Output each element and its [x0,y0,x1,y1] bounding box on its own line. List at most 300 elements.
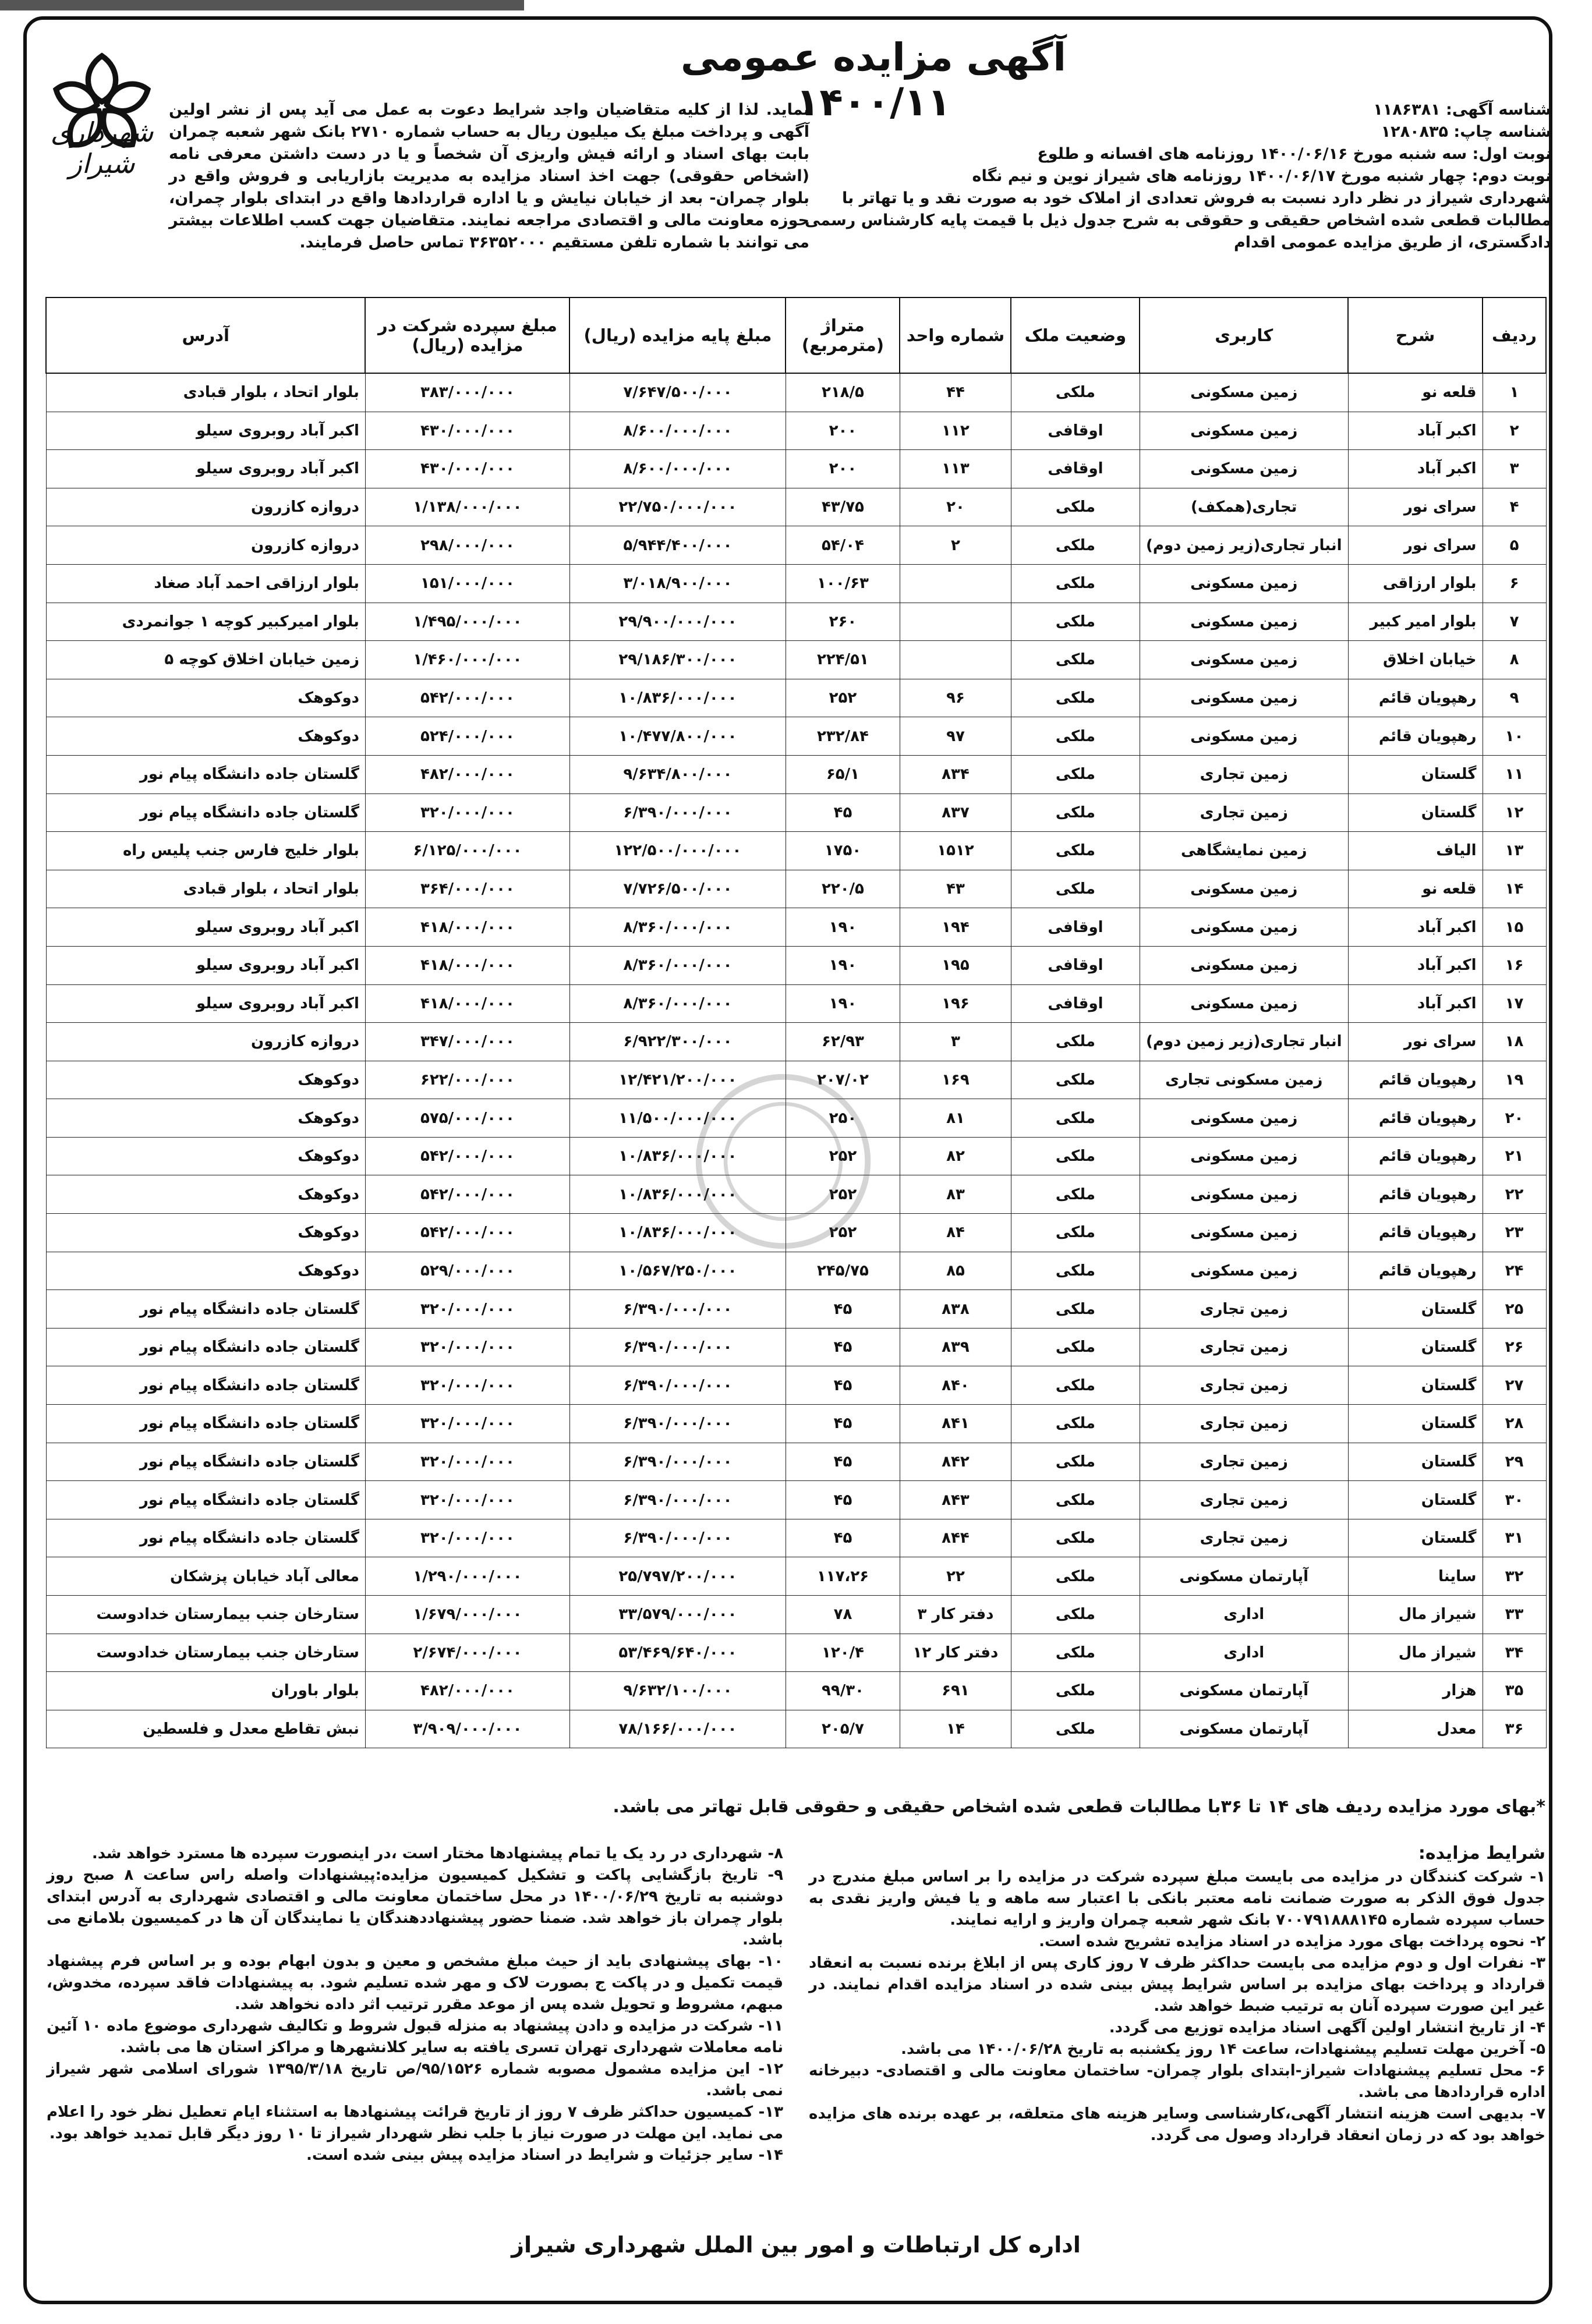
cell-base-price: ۸/۳۶۰/۰۰۰/۰۰۰ [569,908,786,947]
cell-area: ۴۵ [786,1328,900,1366]
cell-ownership: اوقافی [1011,946,1140,984]
intro-start: شهرداری شیراز در نظر دارد نسبت به فروش تعدادی از املاک خود به صورت نقد و یا تهاتر با مطالبات قطعی شده اشخاص حقیقی و حقوقی به شرح جدول ذیل با قیمت پایه کارشناس رسمی دادگستری، از طریق مزایده عمومی اقدام [804,189,1551,251]
cell-base-price: ۸/۳۶۰/۰۰۰/۰۰۰ [569,946,786,984]
cell-deposit: ۱/۴۶۰/۰۰۰/۰۰۰ [365,641,569,679]
cell-description: اکبر آباد [1348,908,1483,947]
cell-row-no: ۲ [1483,412,1546,450]
cell-description: شیراز مال [1348,1634,1483,1672]
cell-ownership: ملکی [1011,373,1140,412]
cell-base-price: ۳۳/۵۷۹/۰۰۰/۰۰۰ [569,1596,786,1634]
header-description: شرح [1348,297,1483,373]
cell-address: دوکوهک [46,679,365,717]
cell-area: ۴۳/۷۵ [786,488,900,526]
cell-description: شیراز مال [1348,1596,1483,1634]
header-row-no: ردیف [1483,297,1546,373]
cell-row-no: ۳۰ [1483,1481,1546,1519]
cell-row-no: ۱۹ [1483,1061,1546,1099]
header-base-price: مبلغ پایه مزایده (ریال) [569,297,786,373]
cell-base-price: ۶/۳۹۰/۰۰۰/۰۰۰ [569,1290,786,1328]
cell-deposit: ۵۴۲/۰۰۰/۰۰۰ [365,679,569,717]
cell-area: ۲۵۲ [786,679,900,717]
cell-area: ۱۹۰ [786,984,900,1023]
ad-meta [794,99,1551,254]
cell-usage: زمین تجاری [1140,755,1348,793]
condition-item: ۹- تاریخ بازگشایی پاکت و تشکیل کمیسیون مزایده:پیشنهادات واصله راس ساعت ۸ صبح روز دوشنبه به تاریخ ۱۴۰۰/۰۶/۲۹ در محل ساختمان معاونت مالی و اقتصادی شهرداری به آدرس ابتدای بلوار چمران باز خواهد شد. ضمنا حضور پیشنهاددهندگان یا نمایندگان آن ها در کمیسیون بلامانع می باشد. [47,1866,783,1949]
cell-usage: زمین مسکونی [1140,412,1348,450]
condition-item: ۱۳- کمیسیون حداکثر ظرف ۷ روز از تاریخ قرائت پیشنهادها به استثناء ایام تعطیل نظر خود را اعلام می نماید. این مهلت در صورت نیاز با جلب نظر شهردار شیراز تا ۱۰ روز دیگر قابل تمدید خواهد بود. [47,2103,784,2142]
cell-description: رهپویان قائم [1348,679,1483,717]
cell-description: رهپویان قائم [1348,1061,1483,1099]
cell-deposit: ۴۳۰/۰۰۰/۰۰۰ [365,412,569,450]
condition-item: ۴- از تاریخ انتشار اولین آگهی اسناد مزایده توزیع می گردد. [1109,2019,1545,2036]
cell-deposit: ۱/۱۳۸/۰۰۰/۰۰۰ [365,488,569,526]
cell-area: ۴۵ [786,793,900,832]
cell-unit-no: ۲۰ [900,488,1011,526]
cell-address: دوکوهک [46,1175,365,1214]
cell-ownership: ملکی [1011,1672,1140,1710]
table-row [46,526,1546,565]
cell-usage: زمین مسکونی [1140,946,1348,984]
cell-unit-no: ۸۴۴ [900,1519,1011,1557]
cell-deposit: ۳۸۳/۰۰۰/۰۰۰ [365,373,569,412]
cell-address: اکبر آباد روبروی سیلو [46,946,365,984]
cell-deposit: ۳۲۰/۰۰۰/۰۰۰ [365,1443,569,1481]
cell-base-price: ۱۰/۸۳۶/۰۰۰/۰۰۰ [569,1137,786,1175]
cell-area: ۱۰۰/۶۳ [786,564,900,603]
cell-usage: اداری [1140,1634,1348,1672]
cell-description: گلستان [1348,755,1483,793]
header-deposit: مبلغ سپرده شرکت در مزایده (ریال) [365,297,569,373]
cell-usage: زمین مسکونی [1140,1099,1348,1138]
cell-address: زمین خیابان اخلاق کوچه ۵ [46,641,365,679]
cell-ownership: ملکی [1011,1405,1140,1443]
cell-unit-no: ۱۹۵ [900,946,1011,984]
cell-unit-no: ۱۴ [900,1710,1011,1748]
cell-deposit: ۴۸۲/۰۰۰/۰۰۰ [365,1672,569,1710]
cell-area: ۲۰۵/۷ [786,1710,900,1748]
cell-unit-no: ۸۵ [900,1252,1011,1290]
cell-area: ۲۵۰ [786,1099,900,1138]
cell-ownership: ملکی [1011,603,1140,641]
cell-area: ۲۰۰ [786,450,900,488]
page-title: آگهی مزایده عمومی ۱۴۰۰/۱۱ [680,35,1067,125]
cell-base-price: ۲۹/۱۸۶/۳۰۰/۰۰۰ [569,641,786,679]
cell-unit-no: ۱۹۴ [900,908,1011,947]
cell-ownership: اوقافی [1011,908,1140,947]
cell-description: گلستان [1348,1328,1483,1366]
condition-item: ۸- شهرداری در رد یک یا تمام پیشنهادها مختار است ،در اینصورت سپرده ها مسترد خواهد شد. [91,1845,783,1862]
cell-ownership: ملکی [1011,679,1140,717]
ad-id: شناسه آگهی: ۱۱۸۶۳۸۱ [1373,101,1551,119]
table-row [46,793,1546,832]
cell-unit-no: ۱۱۲ [900,412,1011,450]
conditions-right-column [809,1866,1545,2146]
cell-usage: زمین تجاری [1140,1366,1348,1405]
cell-base-price: ۷۸/۱۶۶/۰۰۰/۰۰۰ [569,1710,786,1748]
table-row [46,1557,1546,1596]
cell-base-price: ۶/۳۹۰/۰۰۰/۰۰۰ [569,1405,786,1443]
table-row [46,450,1546,488]
cell-base-price: ۶/۳۹۰/۰۰۰/۰۰۰ [569,793,786,832]
cell-description: گلستان [1348,793,1483,832]
table-row [46,984,1546,1023]
cell-row-no: ۱۳ [1483,832,1546,870]
cell-row-no: ۱۰ [1483,717,1546,756]
cell-area: ۴۵ [786,1481,900,1519]
cell-description: رهپویان قائم [1348,1175,1483,1214]
cell-address: دوکوهک [46,717,365,756]
header-address: آدرس [46,297,365,373]
cell-usage: زمین تجاری [1140,1328,1348,1366]
cell-base-price: ۱۰/۴۷۷/۸۰۰/۰۰۰ [569,717,786,756]
cell-address: دوکوهک [46,1137,365,1175]
cell-deposit: ۵۷۵/۰۰۰/۰۰۰ [365,1099,569,1138]
cell-unit-no: ۹۶ [900,679,1011,717]
cell-usage: انبار تجاری(زیر زمین دوم) [1140,1023,1348,1061]
cell-usage: زمین مسکونی [1140,1175,1348,1214]
cell-usage: زمین مسکونی [1140,717,1348,756]
cell-deposit: ۵۲۴/۰۰۰/۰۰۰ [365,717,569,756]
cell-base-price: ۶/۹۲۲/۳۰۰/۰۰۰ [569,1023,786,1061]
cell-description: ساینا [1348,1557,1483,1596]
cell-address: گلستان جاده دانشگاه پیام نور [46,1481,365,1519]
cell-deposit: ۵۴۲/۰۰۰/۰۰۰ [365,1137,569,1175]
cell-base-price: ۵/۹۴۴/۴۰۰/۰۰۰ [569,526,786,565]
cell-base-price: ۶/۳۹۰/۰۰۰/۰۰۰ [569,1366,786,1405]
cell-area: ۱۲۰/۴ [786,1634,900,1672]
cell-area: ۴۵ [786,1405,900,1443]
cell-address: ستارخان جنب بیمارستان خدادوست [46,1634,365,1672]
cell-usage: زمین مسکونی [1140,870,1348,908]
cell-area: ۹۹/۳۰ [786,1672,900,1710]
cell-ownership: ملکی [1011,1366,1140,1405]
cell-row-no: ۷ [1483,603,1546,641]
cell-ownership: ملکی [1011,1252,1140,1290]
cell-description: اکبر آباد [1348,412,1483,450]
cell-area: ۴۵ [786,1519,900,1557]
cell-deposit: ۳/۹۰۹/۰۰۰/۰۰۰ [365,1710,569,1748]
table-row [46,1328,1546,1366]
cell-ownership: اوقافی [1011,984,1140,1023]
cell-ownership: ملکی [1011,1328,1140,1366]
cell-row-no: ۲۱ [1483,1137,1546,1175]
cell-usage: زمین مسکونی [1140,564,1348,603]
cell-usage: انبار تجاری(زیر زمین دوم) [1140,526,1348,565]
cell-deposit: ۶۲۲/۰۰۰/۰۰۰ [365,1061,569,1099]
conditions-left-column [47,1843,783,2166]
cell-row-no: ۲۴ [1483,1252,1546,1290]
cell-deposit: ۳۴۷/۰۰۰/۰۰۰ [365,1023,569,1061]
cell-ownership: ملکی [1011,1519,1140,1557]
cell-ownership: ملکی [1011,1557,1140,1596]
cell-area: ۲۱۸/۵ [786,373,900,412]
cell-row-no: ۲۹ [1483,1443,1546,1481]
cell-address: نبش تقاطع معدل و فلسطین [46,1710,365,1748]
cell-row-no: ۲۷ [1483,1366,1546,1405]
cell-address: گلستان جاده دانشگاه پیام نور [46,1405,365,1443]
cell-address: گلستان جاده دانشگاه پیام نور [46,1366,365,1405]
cell-row-no: ۳۲ [1483,1557,1546,1596]
cell-description: الیاف [1348,832,1483,870]
cell-address: دوکوهک [46,1252,365,1290]
condition-item: ۱۱- شرکت در مزایده و دادن پیشنهاد به منزله قبول شروط و تکالیف شهرداری موضوع ماده ۱۰ آئین نامه معاملات شهرداری تهران تسری یافته به سایر کلانشهرها و مراکز استان ها می باشد. [47,2017,783,2056]
cell-deposit: ۱/۲۹۰/۰۰۰/۰۰۰ [365,1557,569,1596]
cell-deposit: ۵۲۹/۰۰۰/۰۰۰ [365,1252,569,1290]
cell-usage: تجاری(همکف) [1140,488,1348,526]
cell-deposit: ۴۱۸/۰۰۰/۰۰۰ [365,984,569,1023]
cell-row-no: ۶ [1483,564,1546,603]
cell-usage: اداری [1140,1596,1348,1634]
conditions-title: شرایط مزایده: [1418,1843,1545,1864]
cell-address: بلوار خلیج فارس جنب پلیس راه [46,832,365,870]
cell-row-no: ۵ [1483,526,1546,565]
cell-deposit: ۳۲۰/۰۰۰/۰۰۰ [365,1366,569,1405]
cell-ownership: ملکی [1011,832,1140,870]
cell-unit-no: ۲ [900,526,1011,565]
cell-deposit: ۳۲۰/۰۰۰/۰۰۰ [365,1405,569,1443]
cell-deposit: ۱/۴۹۵/۰۰۰/۰۰۰ [365,603,569,641]
table-row [46,564,1546,603]
cell-deposit: ۳۲۰/۰۰۰/۰۰۰ [365,793,569,832]
table-row [46,412,1546,450]
table-row [46,755,1546,793]
cell-area: ۱۹۰ [786,946,900,984]
cell-base-price: ۸/۳۶۰/۰۰۰/۰۰۰ [569,984,786,1023]
cell-deposit: ۳۲۰/۰۰۰/۰۰۰ [365,1290,569,1328]
cell-ownership: ملکی [1011,1634,1140,1672]
cell-ownership: ملکی [1011,1214,1140,1252]
table-row [46,717,1546,756]
cell-unit-no: ۸۴۲ [900,1443,1011,1481]
cell-description: رهپویان قائم [1348,1214,1483,1252]
cell-deposit: ۱/۶۷۹/۰۰۰/۰۰۰ [365,1596,569,1634]
cell-area: ۲۴۵/۷۵ [786,1252,900,1290]
table-row [46,1290,1546,1328]
cell-ownership: ملکی [1011,1061,1140,1099]
cell-base-price: ۱۰/۸۳۶/۰۰۰/۰۰۰ [569,1214,786,1252]
cell-row-no: ۳۱ [1483,1519,1546,1557]
cell-unit-no: ۶۹۱ [900,1672,1011,1710]
cell-area: ۲۰۷/۰۲ [786,1061,900,1099]
cell-ownership: ملکی [1011,1290,1140,1328]
cell-base-price: ۹/۶۳۲/۱۰۰/۰۰۰ [569,1672,786,1710]
cell-usage: زمین مسکونی [1140,1214,1348,1252]
cell-ownership: ملکی [1011,564,1140,603]
cell-ownership: ملکی [1011,793,1140,832]
second-publish: نوبت دوم: چهار شنبه مورخ ۱۴۰۰/۰۶/۱۷ روزنامه های شیراز نوین و نیم نگاه [972,167,1551,185]
cell-usage: زمین مسکونی [1140,373,1348,412]
cell-base-price: ۱۰/۸۳۶/۰۰۰/۰۰۰ [569,1175,786,1214]
cell-row-no: ۳ [1483,450,1546,488]
cell-base-price: ۶/۳۹۰/۰۰۰/۰۰۰ [569,1519,786,1557]
cell-address: اکبر آباد روبروی سیلو [46,412,365,450]
cell-description: رهپویان قائم [1348,1099,1483,1138]
cell-base-price: ۳/۰۱۸/۹۰۰/۰۰۰ [569,564,786,603]
cell-description: گلستان [1348,1481,1483,1519]
cell-usage: زمین تجاری [1140,1519,1348,1557]
table-row [46,603,1546,641]
cell-description: قلعه نو [1348,870,1483,908]
cell-usage: زمین مسکونی [1140,603,1348,641]
cell-unit-no: ۸۴۱ [900,1405,1011,1443]
cell-usage: آپارتمان مسکونی [1140,1557,1348,1596]
cell-address: بلوار اتحاد ، بلوار قبادی [46,373,365,412]
cell-description: اکبر آباد [1348,450,1483,488]
cell-ownership: ملکی [1011,488,1140,526]
cell-usage: آپارتمان مسکونی [1140,1672,1348,1710]
cell-ownership: ملکی [1011,717,1140,756]
cell-usage: زمین نمایشگاهی [1140,832,1348,870]
cell-address: دروازه کازرون [46,488,365,526]
cell-unit-no: ۱۶۹ [900,1061,1011,1099]
cell-area: ۱۹۰ [786,908,900,947]
cell-address: دوکوهک [46,1099,365,1138]
header-usage: کاربری [1140,297,1348,373]
cell-unit-no: ۱۹۶ [900,984,1011,1023]
cell-ownership: ملکی [1011,1443,1140,1481]
cell-area: ۲۰۰ [786,412,900,450]
table-row [46,1519,1546,1557]
cell-description: اکبر آباد [1348,946,1483,984]
cell-description: سرای نور [1348,526,1483,565]
cell-ownership: ملکی [1011,1023,1140,1061]
cell-area: ۱۱۷،۲۶ [786,1557,900,1596]
cell-description: بلوار ارزاقی [1348,564,1483,603]
cell-row-no: ۱۴ [1483,870,1546,908]
cell-address: معالی آباد خیابان پزشکان [46,1557,365,1596]
cell-ownership: اوقافی [1011,450,1140,488]
cell-deposit: ۱۵۱/۰۰۰/۰۰۰ [365,564,569,603]
cell-area: ۶۲/۹۳ [786,1023,900,1061]
cell-row-no: ۳۵ [1483,1672,1546,1710]
table-row [46,1672,1546,1710]
cell-base-price: ۶/۳۹۰/۰۰۰/۰۰۰ [569,1328,786,1366]
cell-ownership: ملکی [1011,1481,1140,1519]
cell-base-price: ۱۱/۵۰۰/۰۰۰/۰۰۰ [569,1099,786,1138]
cell-row-no: ۲۸ [1483,1405,1546,1443]
cell-usage: زمین مسکونی [1140,679,1348,717]
cell-unit-no: ۹۷ [900,717,1011,756]
condition-item: ۱۰- بهای پیشنهادی باید از حیث مبلغ مشخص و معین و بدون ابهام بوده و بر اساس فرم پیشنهاد قیمت تکمیل و در پاکت ج بصورت لاک و مهر شده تسلیم شود. به پیشنهادات فاقد سپرده، مخدوش، مبهم، مشروط و تحویل شده پس از موعد مقرر ترتیب اثر داده نخواهد شد. [47,1953,783,2013]
table-row [46,1366,1546,1405]
cell-address: گلستان جاده دانشگاه پیام نور [46,1519,365,1557]
header-ownership: وضعیت ملک [1011,297,1140,373]
cell-deposit: ۳۲۰/۰۰۰/۰۰۰ [365,1328,569,1366]
cell-ownership: ملکی [1011,1137,1140,1175]
cell-unit-no: ۱۱۳ [900,450,1011,488]
table-row [46,946,1546,984]
table-row [46,1405,1546,1443]
cell-row-no: ۸ [1483,641,1546,679]
intro-text: نماید. لذا از کلیه متقاضیان واجد شرایط دعوت به عمل می آید پس از نشر اولین آگهی و پرداخت مبلغ یک میلیون ریال به حساب شماره ۲۷۱۰ بانک شهر شعبه چمران بابت بهای اسناد و ارائه فیش واریزی آن شخصاً و یا در دست داشتن معرفی نامه (اشخاص حقوقی) جهت اخذ اسناد مزایده به مدیریت بازاریابی و فروش واقع در بلوار چمران- بعد از خیابان نیایش و یا اداره قراردادها واقع در ابتدای بلوار چمران، حوزه معاونت مالی و اقتصادی مراجعه نمایند. متقاضیان جهت کسب اطلاعات بیشتر می توانند با شماره تلفن مستقیم ۳۶۳۵۲۰۰۰ تماس حاصل فرمایند. [169,101,809,251]
cell-description: گلستان [1348,1366,1483,1405]
cell-base-price: ۲۲/۷۵۰/۰۰۰/۰۰۰ [569,488,786,526]
cell-address: دروازه کازرون [46,526,365,565]
cell-usage: زمین مسکونی [1140,1252,1348,1290]
cell-usage: زمین تجاری [1140,793,1348,832]
cell-row-no: ۱۱ [1483,755,1546,793]
cell-description: رهپویان قائم [1348,1137,1483,1175]
cell-usage: زمین تجاری [1140,1290,1348,1328]
cell-description: سرای نور [1348,488,1483,526]
cell-description: خیابان اخلاق [1348,641,1483,679]
cell-description: رهپویان قائم [1348,717,1483,756]
table-row [46,1710,1546,1748]
cell-row-no: ۳۳ [1483,1596,1546,1634]
cell-unit-no: ۴۴ [900,373,1011,412]
cell-row-no: ۴ [1483,488,1546,526]
cell-base-price: ۱۲/۴۲۱/۲۰۰/۰۰۰ [569,1061,786,1099]
cell-description: قلعه نو [1348,373,1483,412]
cell-address: دوکوهک [46,1061,365,1099]
table-row [46,679,1546,717]
cell-unit-no: ۸۳۴ [900,755,1011,793]
table-row [46,1596,1546,1634]
condition-item: ۷- بدیهی است هزینه انتشار آگهی،کارشناسی وسایر هزینه های متعلقه، بر عهده برنده های مزایده خواهد بود که در زمان انعقاد قرارداد وصول می گردد. [809,2105,1545,2144]
cell-area: ۷۸ [786,1596,900,1634]
cell-deposit: ۲/۶۷۴/۰۰۰/۰۰۰ [365,1634,569,1672]
cell-ownership: اوقافی [1011,412,1140,450]
cell-row-no: ۱۷ [1483,984,1546,1023]
cell-usage: زمین مسکونی [1140,984,1348,1023]
condition-item: ۱۴- سایر جزئیات و شرایط در اسناد مزایده پیش بینی شده است. [306,2146,783,2164]
footer-signature: اداره کل ارتباطات و امور بین الملل شهرداری شیراز [511,2232,1081,2258]
cell-deposit: ۳۲۰/۰۰۰/۰۰۰ [365,1481,569,1519]
cell-row-no: ۲۲ [1483,1175,1546,1214]
cell-unit-no: دفتر کار ۱۲ [900,1634,1011,1672]
cell-base-price: ۸/۶۰۰/۰۰۰/۰۰۰ [569,450,786,488]
cell-unit-no: ۴۳ [900,870,1011,908]
cell-base-price: ۶/۳۹۰/۰۰۰/۰۰۰ [569,1443,786,1481]
cell-deposit: ۴۳۰/۰۰۰/۰۰۰ [365,450,569,488]
cell-unit-no: ۱۵۱۲ [900,832,1011,870]
cell-row-no: ۱۶ [1483,946,1546,984]
cell-area: ۴۵ [786,1290,900,1328]
condition-item: ۵- آخرین مهلت تسلیم پیشنهادات، ساعت ۱۴ روز یکشنبه به تاریخ ۱۴۰۰/۰۶/۲۸ می باشد. [901,2040,1545,2058]
cell-address: گلستان جاده دانشگاه پیام نور [46,1290,365,1328]
cell-address: بلوار باوران [46,1672,365,1710]
cell-unit-no: دفتر کار ۳ [900,1596,1011,1634]
cell-unit-no: ۸۱ [900,1099,1011,1138]
cell-base-price: ۱۲۲/۵۰۰/۰۰۰/۰۰۰ [569,832,786,870]
cell-description: بلوار امیر کبیر [1348,603,1483,641]
cell-row-no: ۱۵ [1483,908,1546,947]
cell-address: گلستان جاده دانشگاه پیام نور [46,755,365,793]
cell-address: دوکوهک [46,1214,365,1252]
table-row [46,373,1546,412]
auction-table [45,297,1547,1748]
cell-address: گلستان جاده دانشگاه پیام نور [46,1443,365,1481]
cell-base-price: ۲۵/۷۹۷/۲۰۰/۰۰۰ [569,1557,786,1596]
cell-description: گلستان [1348,1443,1483,1481]
cell-unit-no: ۸۳ [900,1175,1011,1214]
barter-note: *بهای مورد مزایده ردیف های ۱۴ تا ۳۶با مطالبات قطعی شده اشخاص حقیقی و حقوقی قابل تهاتر می باشد. [613,1797,1545,1817]
cell-area: ۲۳۲/۸۴ [786,717,900,756]
cell-ownership: ملکی [1011,526,1140,565]
table-row [46,1634,1546,1672]
cell-row-no: ۲۵ [1483,1290,1546,1328]
header-area: متراژ (مترمربع) [786,297,900,373]
cell-unit-no: ۸۲ [900,1137,1011,1175]
cell-address: گلستان جاده دانشگاه پیام نور [46,793,365,832]
cell-area: ۶۵/۱ [786,755,900,793]
cell-description: معدل [1348,1710,1483,1748]
watermark-stamp-icon [687,1065,879,1257]
cell-usage: زمین مسکونی [1140,641,1348,679]
cell-ownership: ملکی [1011,641,1140,679]
header-unit-no: شماره واحد [900,297,1011,373]
cell-row-no: ۳۴ [1483,1634,1546,1672]
